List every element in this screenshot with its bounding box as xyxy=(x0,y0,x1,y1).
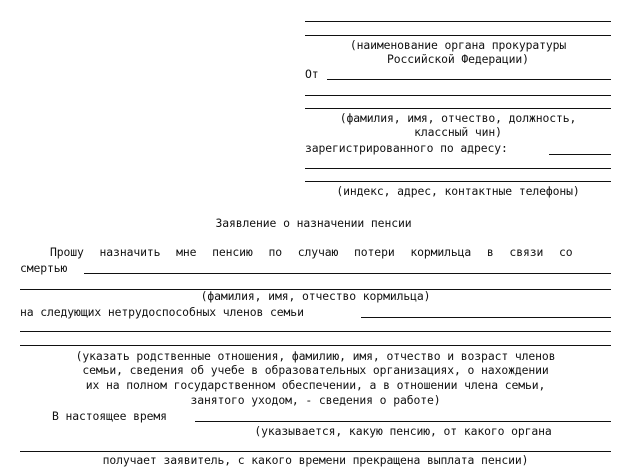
address-caption: (индекс, адрес, контактные телефоны) xyxy=(336,184,580,198)
person-caption-line-2: классный чин) xyxy=(414,125,502,139)
family-members-line-1[interactable] xyxy=(361,317,611,318)
from-label: От xyxy=(305,67,319,81)
request-line-2-label: смертью xyxy=(20,261,68,275)
family-members-caption-1: (указать родственные отношения, фамилию, имя, отчество и возраст членов xyxy=(75,349,556,363)
family-members-line-3[interactable] xyxy=(20,345,611,346)
organ-caption-line-2: Российской Федерации) xyxy=(387,52,529,66)
organ-name-line-2[interactable] xyxy=(305,35,611,36)
family-members-caption-2: семьи, сведения об учебе в образовательных организациях, о нахождении xyxy=(82,363,549,377)
from-name-line[interactable] xyxy=(327,79,611,80)
registered-address-label: зарегистрированного по адресу: xyxy=(305,141,508,155)
person-caption-line-1: (фамилия, имя, отчество, должность, xyxy=(339,111,577,125)
current-pension-caption: (указывается, какую пенсию, от какого органа xyxy=(254,424,552,438)
address-line-3[interactable] xyxy=(305,181,611,182)
current-pension-line[interactable] xyxy=(195,421,611,422)
document-title: Заявление о назначении пенсии xyxy=(215,216,412,230)
family-members-caption-3: их на полном государственном обеспечении, а в отношении члена семьи, xyxy=(85,378,546,392)
payment-termination-caption: получает заявитель, с какого времени прекращена выплата пенсии) xyxy=(102,453,529,467)
breadwinner-name-line[interactable] xyxy=(84,273,611,274)
current-pension-label: В настоящее время xyxy=(52,409,167,423)
breadwinner-caption: (фамилия, имя, отчество кормильца) xyxy=(200,289,431,303)
organ-name-line-1[interactable] xyxy=(305,21,611,22)
family-members-caption-4: занятого уходом, - сведения о работе) xyxy=(190,393,441,407)
organ-caption-line-1: (наименование органа прокуратуры xyxy=(349,38,567,52)
request-line-1: Прошу назначить мне пенсию по случаю потери кормильца в связи со xyxy=(50,245,573,259)
family-members-line-2[interactable] xyxy=(20,331,611,332)
from-line-2[interactable] xyxy=(305,95,611,96)
registered-address-line[interactable] xyxy=(549,154,611,155)
family-members-label: на следующих нетрудоспособных членов семьи xyxy=(20,305,304,319)
current-pension-line-2[interactable] xyxy=(20,451,611,452)
from-line-3[interactable] xyxy=(305,108,611,109)
address-line-2[interactable] xyxy=(305,168,611,169)
